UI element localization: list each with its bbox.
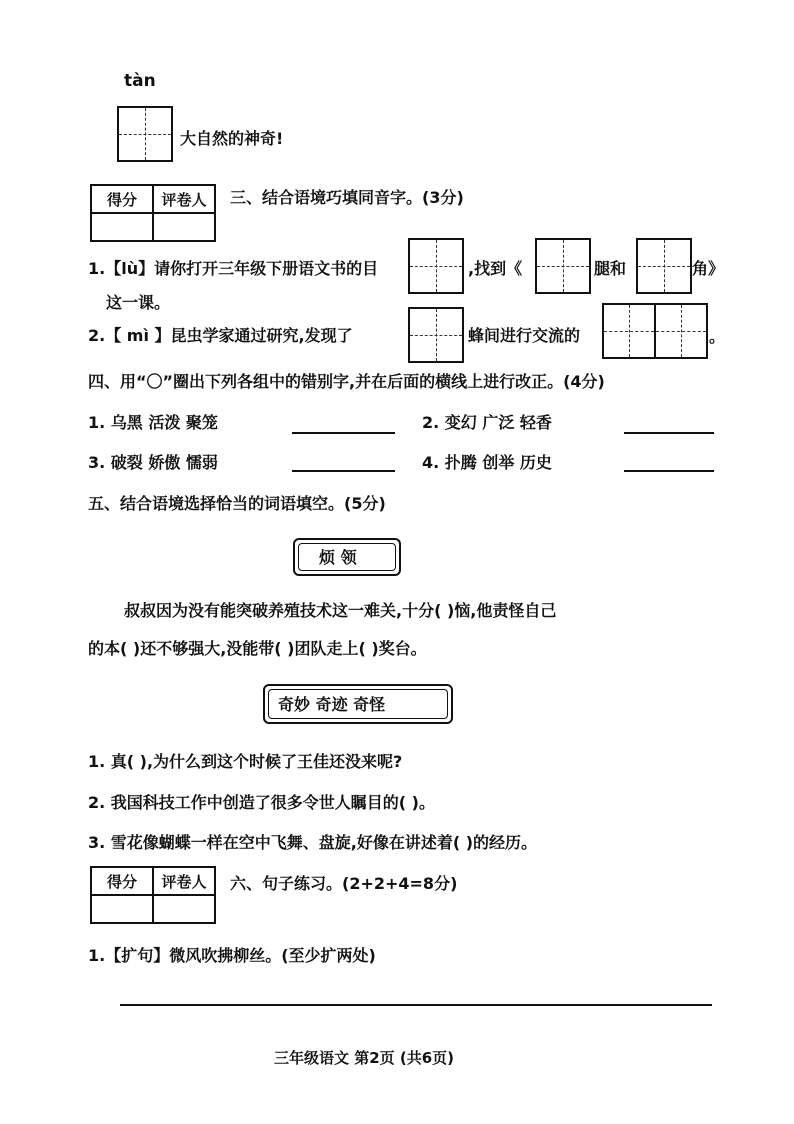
section6-title: 六、句子练习。(2+2+4=8分) [230,874,458,893]
s4-item-1: 1. 乌黑 活泼 聚笼 [88,413,218,432]
top-sentence: 大自然的神奇! [180,129,284,148]
score-header: 得分 [91,867,153,895]
word-box-2 [263,684,453,724]
pinyin-label: tàn [124,71,156,91]
answer-grid-mi-2[interactable] [602,303,656,359]
q1-text-a: 1.【lù】请你打开三年级下册语文书的目 [88,259,379,278]
answer-grid-lu-2[interactable] [535,238,591,294]
s4-item-2: 2. 变幻 广泛 轻香 [422,413,552,432]
answer-grid-lu-3[interactable] [636,238,692,294]
grader-cell[interactable] [153,213,215,241]
q1-text-e: 这一课。 [106,293,171,312]
answer-grid-mi-3[interactable] [654,303,708,359]
q2-text-b: 蜂间进行交流的 [468,326,581,345]
score-cell[interactable] [91,213,153,241]
word-box-2-text: 奇妙 奇迹 奇怪 [278,695,386,714]
section3-title: 三、结合语境巧填同音字。(3分) [230,188,464,207]
grader-cell[interactable] [153,895,215,923]
score-cell[interactable] [91,895,153,923]
score-header: 得分 [91,185,153,213]
para-line-1: 叔叔因为没有能突破养殖技术这一难关,十分( )恼,他责怪自己 [124,601,557,620]
s4-item-3: 3. 破裂 娇傲 懦弱 [88,453,218,472]
q2-text-c: 。 [709,327,726,346]
s4-answer-line-4[interactable] [624,470,714,472]
section5-title: 五、结合语境选择恰当的词语填空。(5分) [88,494,386,513]
q1-text-d: 角》 [692,259,725,278]
s4-answer-line-3[interactable] [292,470,395,472]
answer-grid-lu-1[interactable] [408,238,464,294]
writing-grid-tan[interactable] [117,106,173,162]
q2-text-a: 2.【 mì 】昆虫学家通过研究,发现了 [88,326,353,345]
grader-header: 评卷人 [153,185,215,213]
s5-sentence-2: 2. 我国科技工作中创造了很多令世人瞩目的( )。 [88,793,435,812]
s4-answer-line-1[interactable] [292,432,395,434]
para-line-2: 的本( )还不够强大,没能带( )团队走上( )奖台。 [88,639,427,658]
grader-header: 评卷人 [153,867,215,895]
word-box-1-text: 烦 领 [319,548,357,567]
q1-text-c: 腿和 [594,259,627,278]
s6-question-1: 1.【扩句】微风吹拂柳丝。(至少扩两处) [88,946,376,965]
s5-sentence-3: 3. 雪花像蝴蝶一样在空中飞舞、盘旋,好像在讲述着( )的经历。 [88,833,538,852]
answer-grid-mi-1[interactable] [408,307,464,363]
s4-item-4: 4. 扑腾 创举 历史 [422,453,552,472]
q1-text-b: ,找到《 [468,259,523,278]
word-box-1 [293,538,401,576]
s4-answer-line-2[interactable] [624,432,714,434]
page-footer: 三年级语文 第2页 (共6页) [274,1049,455,1067]
section4-title: 四、用“〇”圈出下列各组中的错别字,并在后面的横线上进行改正。(4分) [88,372,605,391]
s6-answer-line[interactable] [120,1004,712,1006]
score-table-1 [90,184,216,242]
s5-sentence-1: 1. 真( ),为什么到这个时候了王佳还没来呢? [88,752,403,771]
score-table-2 [90,866,216,924]
